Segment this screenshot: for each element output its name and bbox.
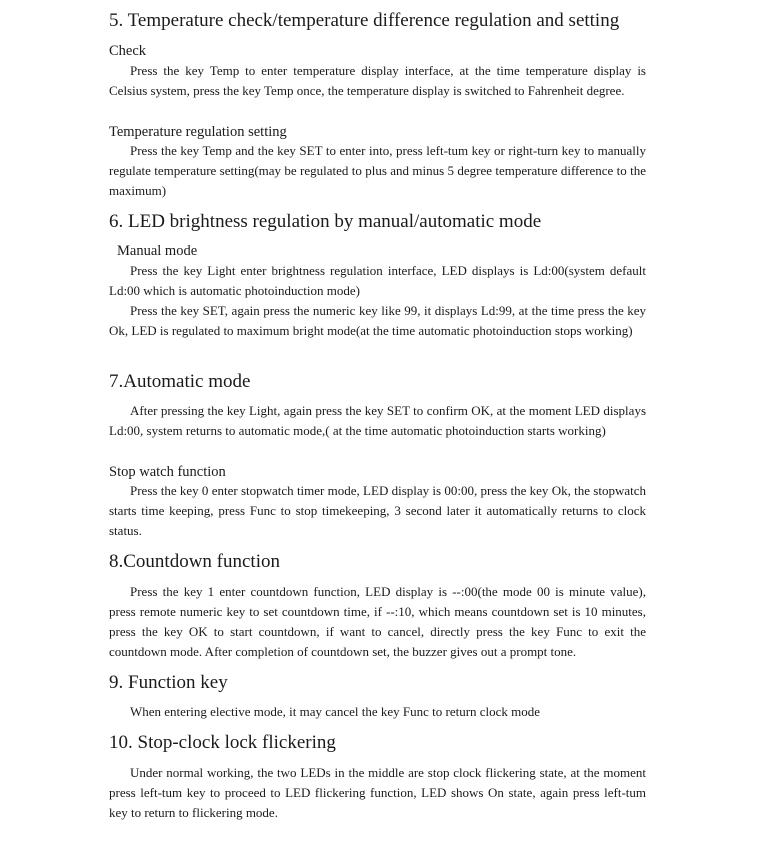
subheading-stop-watch: Stop watch function xyxy=(109,464,226,480)
subheading-temperature-regulation: Temperature regulation setting xyxy=(109,124,287,140)
subheading-check: Check xyxy=(109,43,147,59)
paragraph-countdown: Press the key 1 enter countdown function, LED display is --:00(the mode 00 is minute value), press remote numeric key to set countdown time, if --:10, which means countdown set is 10 minutes, press the key OK to start countdown, if want to cancel, directly press the key Func to exit the countdown mode. After completion of countdown set, the buzzer gives out a prompt tone. xyxy=(109,584,646,659)
paragraph-manual-mode-1: Press the key Light enter brightness regulation interface, LED displays is Ld:00(system default Ld:00 which is automatic photoinduction mode) xyxy=(109,263,646,298)
paragraph-manual-mode-2: Press the key SET, again press the numeric key like 99, it displays Ld:99, at the time press the key Ok, LED is regulated to maximum bright mode(at the time automatic photoinduction stops working) xyxy=(109,303,646,338)
heading-section-8: 8.Countdown function xyxy=(109,551,280,572)
heading-section-5: 5. Temperature check/temperature difference regulation and setting xyxy=(109,10,620,31)
heading-section-7: 7.Automatic mode xyxy=(109,371,251,392)
paragraph-stop-clock-lock: Under normal working, the two LEDs in the middle are stop clock flickering state, at the moment press left-tum key to proceed to LED flickering function, LED shows On state, again press left-tum key to return to flickering mode. xyxy=(109,765,646,820)
paragraph-stop-watch: Press the key 0 enter stopwatch timer mode, LED display is 00:00, press the key Ok, the stopwatch starts time keeping, press Func to stop timekeeping, 3 second later it automatically returns to clock status. xyxy=(109,483,646,538)
paragraph-temperature-regulation: Press the key Temp and the key SET to enter into, press left-tum key or right-turn key to manually regulate temperature setting(may be regulated to plus and minus 5 degree temperature difference to the maximum) xyxy=(109,143,646,198)
heading-section-9: 9. Function key xyxy=(109,672,228,693)
heading-section-10: 10. Stop-clock lock flickering xyxy=(109,732,336,753)
heading-section-6: 6. LED brightness regulation by manual/automatic mode xyxy=(109,211,542,232)
subheading-manual-mode: Manual mode xyxy=(117,243,198,259)
paragraph-function-key: When entering elective mode, it may cancel the key Func to return clock mode xyxy=(130,704,541,719)
paragraph-check: Press the key Temp to enter temperature display interface, at the time temperature display is Celsius system, press the key Temp once, the temperature display is switched to Fahrenheit degree. xyxy=(109,63,646,98)
paragraph-automatic-mode: After pressing the key Light, again press the key SET to confirm OK, at the moment LED displays Ld:00, system returns to automatic mode,( at the time automatic photoinduction starts working) xyxy=(109,403,646,438)
